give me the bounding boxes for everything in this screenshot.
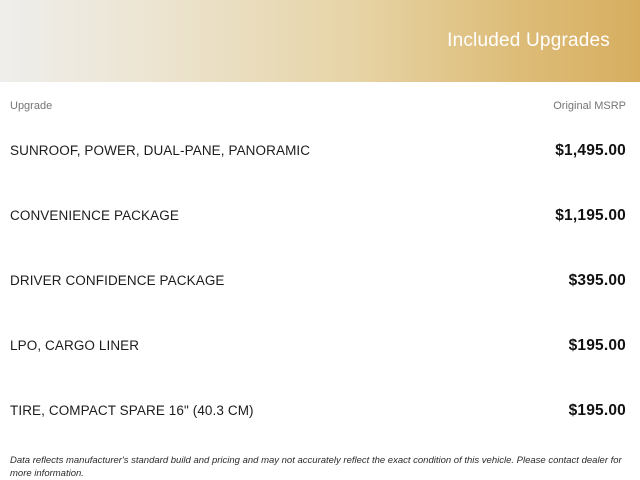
upgrade-name: SUNROOF, POWER, DUAL-PANE, PANORAMIC: [10, 143, 311, 158]
upgrade-name: DRIVER CONFIDENCE PACKAGE: [10, 273, 225, 288]
table-row: [0, 313, 640, 378]
page-title: Included Upgrades: [447, 30, 610, 51]
table-row: [0, 248, 640, 313]
column-header-upgrade: Upgrade: [10, 100, 53, 112]
upgrade-name: LPO, CARGO LINER: [10, 338, 140, 353]
table-header-row: [0, 94, 640, 118]
upgrade-price: $1,195.00: [555, 206, 626, 224]
upgrades-table: [0, 82, 640, 453]
upgrade-price: $395.00: [568, 271, 626, 289]
table-row: [0, 183, 640, 248]
header-banner: [0, 0, 640, 82]
upgrade-price: $195.00: [568, 401, 626, 419]
upgrade-name: CONVENIENCE PACKAGE: [10, 208, 179, 223]
column-header-msrp: Original MSRP: [553, 100, 626, 112]
disclaimer-text: Data reflects manufacturer's standard build and pricing and may not accurately reflect the exact condition of this vehicle. Please contact dealer for more information.: [10, 455, 622, 479]
upgrade-price: $195.00: [568, 336, 626, 354]
upgrade-price: $1,495.00: [555, 141, 626, 159]
table-row: [0, 118, 640, 183]
table-row: [0, 378, 640, 443]
upgrade-name: TIRE, COMPACT SPARE 16" (40.3 CM): [10, 403, 254, 418]
